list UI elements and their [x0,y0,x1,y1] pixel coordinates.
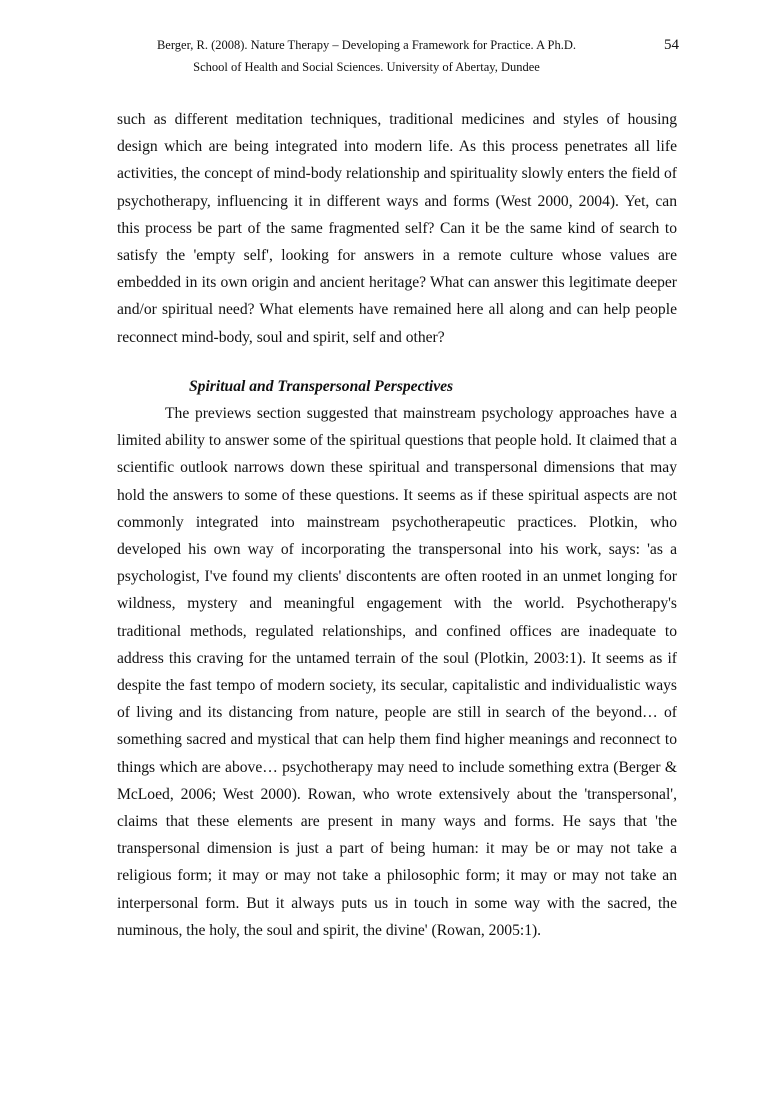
paragraph: such as different meditation techniques, traditional medicines and styles of housing design which are being integrated into modern life. As this process penetrates all life activities, the concept of mind-body relationship and spirituality slowly enters the field of psychotherapy, influencing it in different ways and forms (West 2000, 2004). Yet, can this process be part of the same fragmented self? Can it be the same kind of search to satisfy the 'empty self', looking for answers in a remote culture whose values are embedded in its own origin and ancient heritage? What can answer this legitimate deeper and/or spiritual need? What elements have remained here all along and can help people reconnect mind-body, soul and spirit, self and other? [117,111,677,346]
paragraph-gap [117,351,677,373]
section-heading: Spiritual and Transpersonal Perspectives [189,377,454,395]
header-citation-line-1: Berger, R. (2008). Nature Therapy – Developing a Framework for Practice. A Ph.D. [156,38,577,52]
running-header [0,36,761,84]
page-number: 54 [664,37,679,53]
paragraph: The previews section suggested that mainstream psychology approaches have a limited ability to answer some of the spiritual questions that people hold. It claimed that a scientific outlook narrows down these spiritual and transpersonal dimensions that may hold the answers to some of these questions. It seems as if these spiritual aspects are not commonly integrated into mainstream psychotherapeutic practices. Plotkin, who developed his own way of incorporating the transpersonal into his work, says: 'as a psychologist, I've found my clients' discontents are often rooted in an unmet longing for wildness, mystery and meaningful engagement with the world. Psychotherapy's traditional methods, regulated relationships, and confined offices are inadequate to address this craving for the untamed terrain of the soul (Plotkin, 2003:1). It seems as if despite the fast tempo of modern society, its secular, capitalistic and individualistic ways of living and its distancing from nature, people are still in search of the beyond… of something sacred and mystical that can help them find higher meanings and reconnect to things which are above… psychotherapy may need to include something extra (Berger & McLoed, 2006; West 2000). Rowan, who wrote extensively about the 'transpersonal', claims that these elements are present in many ways and forms. He says that 'the transpersonal dimension is just a part of being human: it may be or may not take a religious form; it may or may not take a philosophic form; it may or may not take an interpersonal form. But it always puts us in touch in some way with the sacred, the numinous, the holy, the soul and spirit, the divine' (Rowan, 2005:1). [117,405,677,939]
body-text [117,106,677,944]
header-citation-line-2: School of Health and Social Sciences. University of Abertay, Dundee [193,60,540,74]
